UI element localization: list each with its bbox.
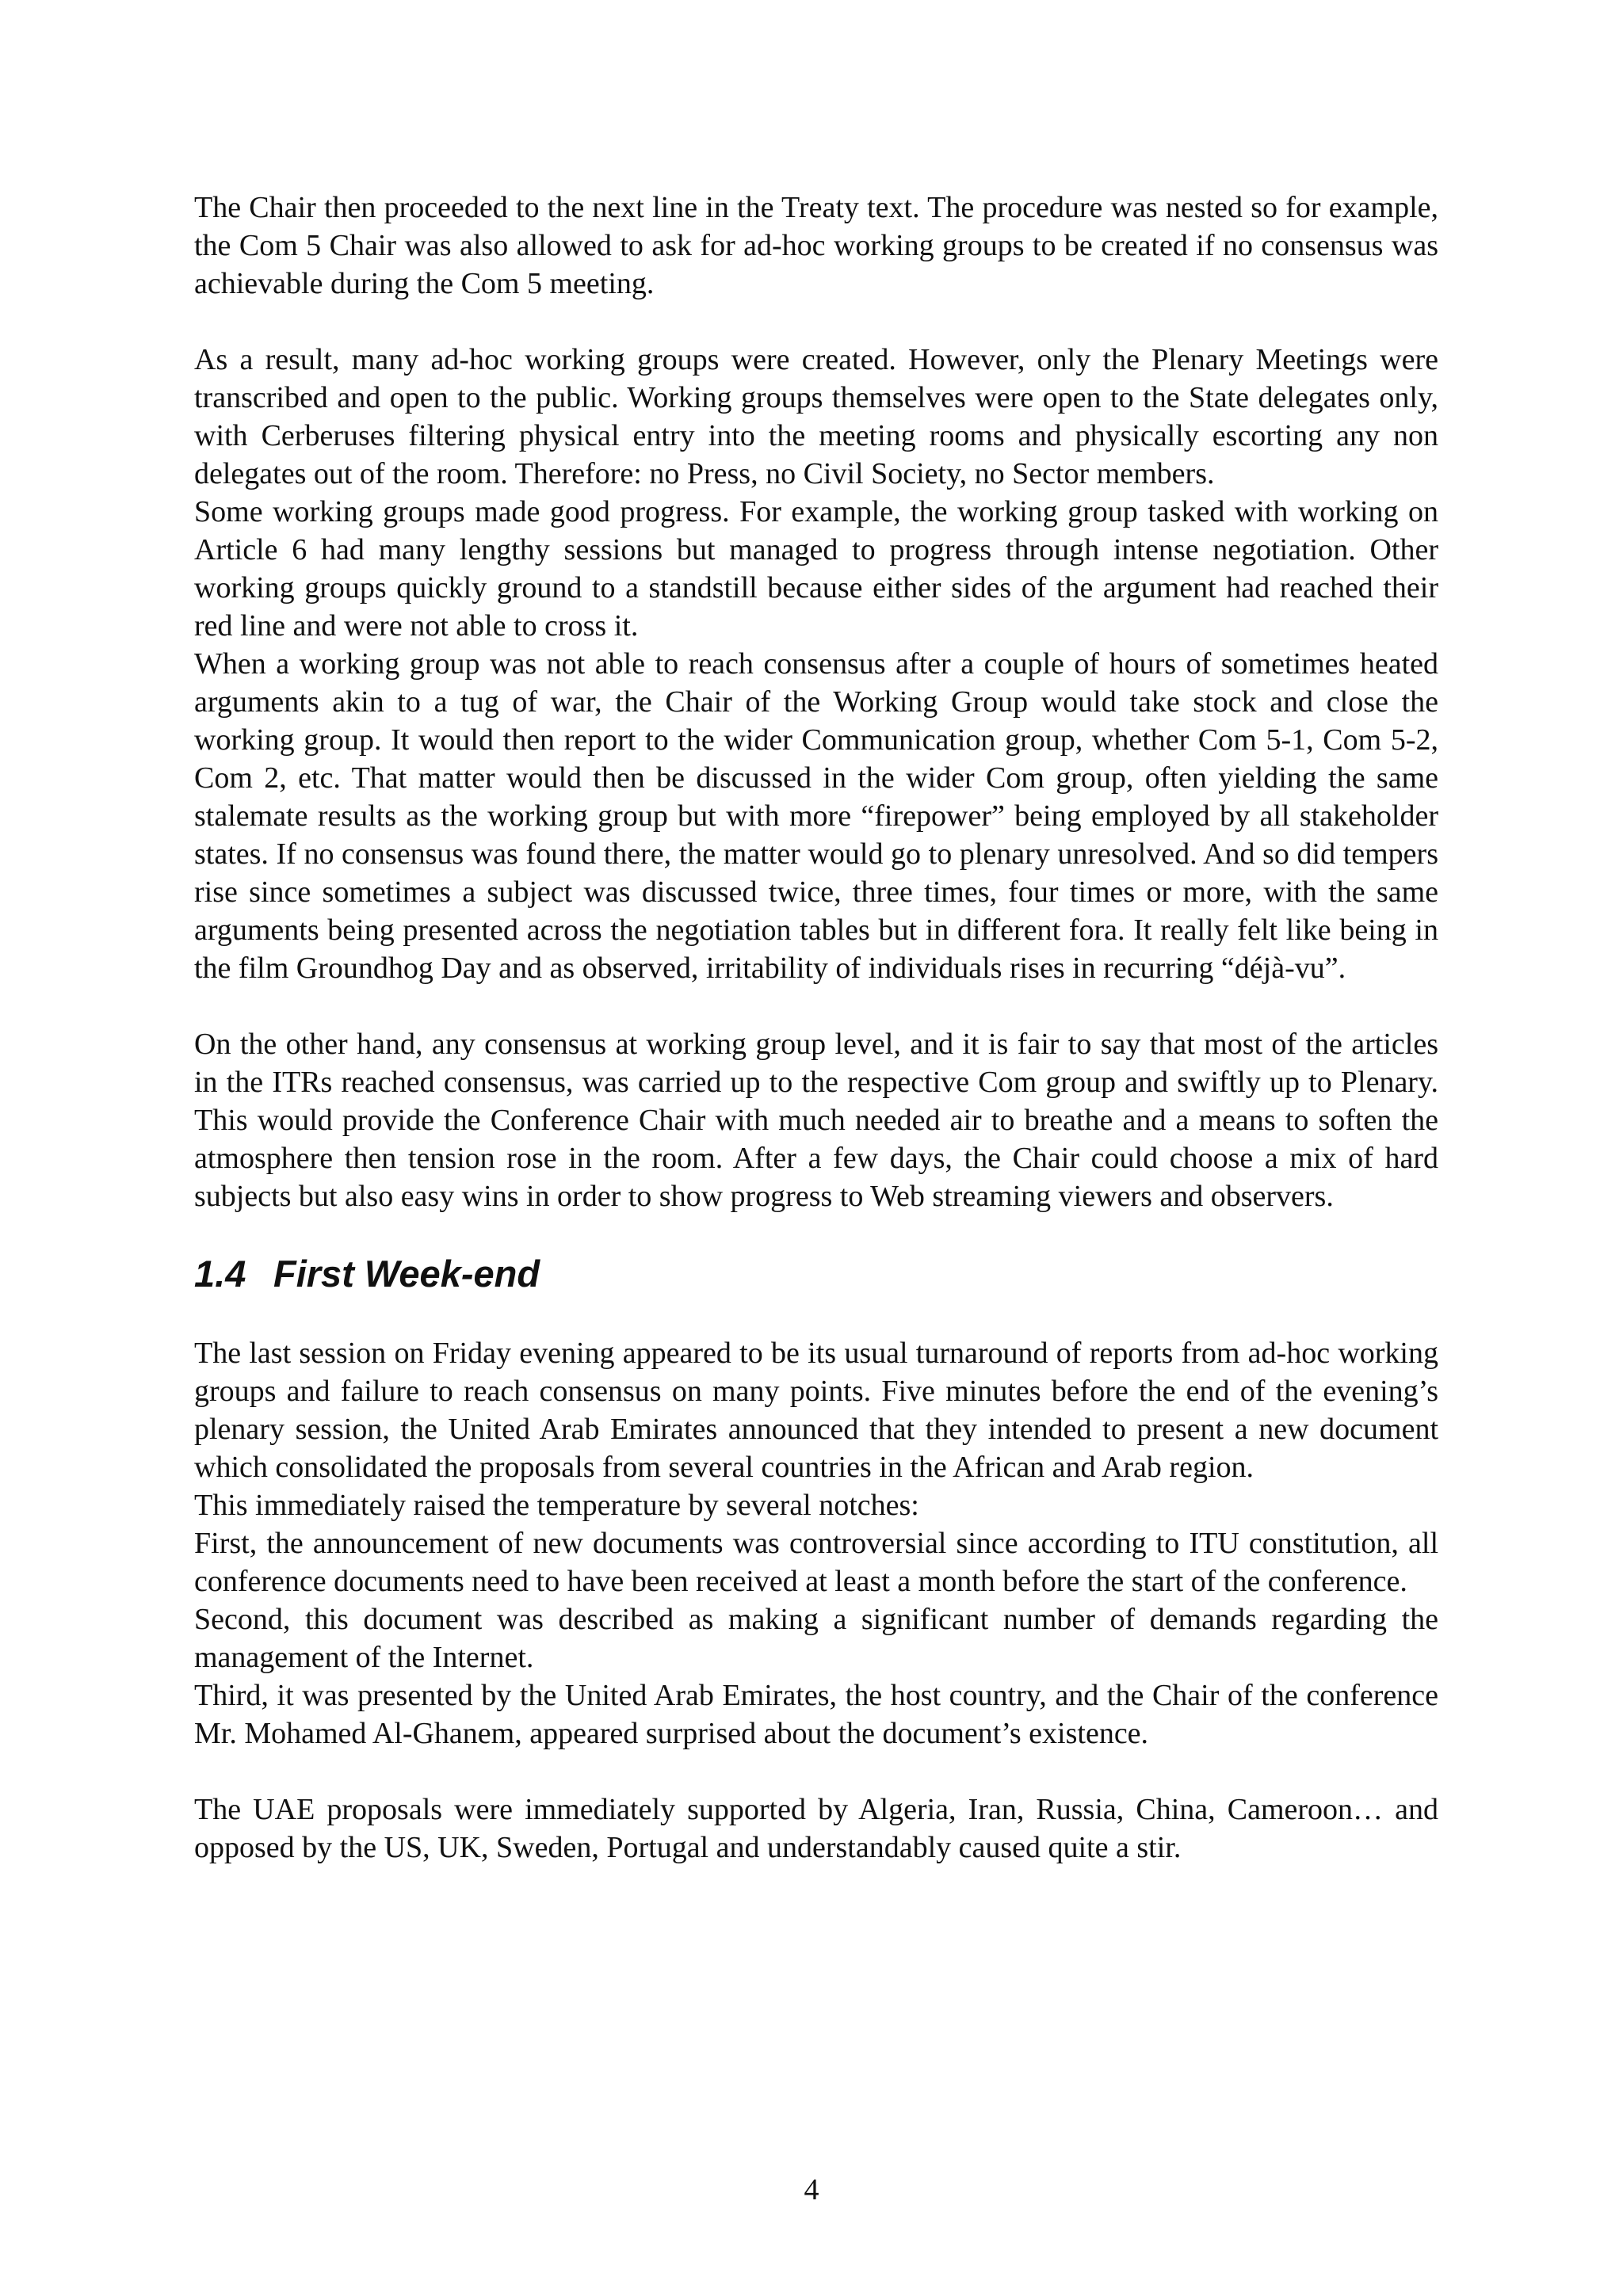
paragraph-consensus-carried: On the other hand, any consensus at working group level, and it is fair to say that most of the articles in the ITRs reached consensus, was carried up to the respective Com group and swiftly up to Plenary. This would provide the Conference Chair with much needed air to breathe and a means to soften the atmosphere then tension rose in the room. After a few days, the Chair could choose a mix of hard subjects but also easy wins in order to show progress to Web streaming viewers and observers. — [194, 1028, 1438, 1213]
paragraph-chair-procedure: The Chair then proceeded to the next line in the Treaty text. The procedure was nested so for example, the Com 5 Chair was also allowed to ask for ad-hoc working groups to be created if no consensus was achievable during the Com 5 meeting. — [194, 191, 1438, 300]
paragraph-first-point: First, the announcement of new documents was controversial since according to ITU constitution, all conference documents need to have been received at least a month before the start of the conference. — [194, 1527, 1438, 1598]
paragraph-temperature: This immediately raised the temperature by several notches: — [194, 1489, 919, 1522]
section-heading — [194, 1250, 1438, 1298]
paragraph-spacer — [194, 1753, 1438, 1791]
document-body — [194, 189, 1438, 1867]
paragraph-third-point: Third, it was presented by the United Arab Emirates, the host country, and the Chair of the conference Mr. Mohamed Al-Ghanem, appeared surprised about the document’s existence. — [194, 1679, 1438, 1750]
section-number: 1.4 — [194, 1253, 246, 1295]
paragraph-friday-session: The last session on Friday evening appeared to be its usual turnaround of reports from ad-hoc working groups and failure to reach consensus on many points. Five minutes before the end of the evening’s plenary session, the United Arab Emirates announced that they intended to present a new document which consolidated the proposals from several countries in the African and Arab region. — [194, 1337, 1438, 1484]
paragraph-working-groups-created: As a result, many ad-hoc working groups were created. However, only the Plenary Meetings were transcribed and open to the public. Working groups themselves were open to the State delegates only, with Cerberuses filtering physical entry into the meeting rooms and physically escorting any non delegates out of the room. Therefore: no Press, no Civil Society, no Sector members. — [194, 343, 1438, 490]
page-number: 4 — [804, 2173, 819, 2206]
paragraph-spacer — [194, 987, 1438, 1025]
heading-spacer — [194, 1298, 1438, 1334]
paragraph-no-consensus: When a working group was not able to reach consensus after a couple of hours of sometimes heated arguments akin to a tug of war, the Chair of the Working Group would take stock and close the working group. It would then report to the wider Communication group, whether Com 5-1, Com 5-2, Com 2, etc. That matter would then be discussed in the wider Com group, often yielding the same stalemate results as the working group but with more “firepower” being employed by all stakeholder states. If no consensus was found there, the matter would go to plenary unresolved. And so did tempers rise since sometimes a subject was discussed twice, three times, four times or more, with the same arguments being presented across the negotiation tables but in different fora. It really felt like being in the film Groundhog Day and as observed, irritability of individuals rises in recurring “déjà-vu”. — [194, 647, 1438, 985]
paragraph-spacer — [194, 303, 1438, 341]
paragraph-working-groups-progress: Some working groups made good progress. For example, the working group tasked with working on Article 6 had many lengthy sessions but managed to progress through intense negotiation. Other working groups quickly ground to a standstill because either sides of the argument had reached their red line and were not able to cross it. — [194, 495, 1438, 643]
section-title: First Week-end — [273, 1253, 540, 1295]
paragraph-second-point: Second, this document was described as making a significant number of demands regarding the management of the Internet. — [194, 1603, 1438, 1674]
paragraph-uae-proposals: The UAE proposals were immediately supported by Algeria, Iran, Russia, China, Cameroon… and opposed by the US, UK, Sweden, Portugal and understandably caused quite a stir. — [194, 1793, 1438, 1864]
